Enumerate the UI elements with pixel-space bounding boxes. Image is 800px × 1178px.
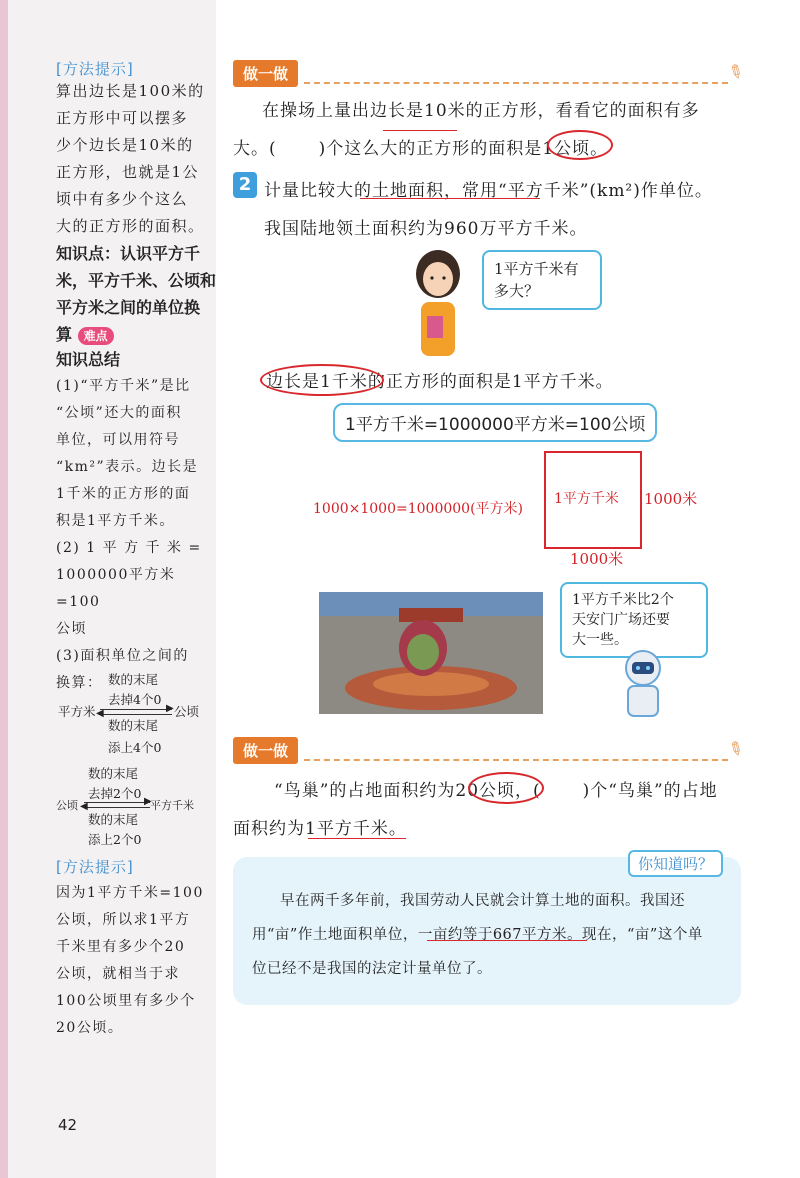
text-fragment: )个这么大的正方形的面积是 xyxy=(318,139,543,159)
text-line: “km²”表示。边长是 xyxy=(56,459,199,475)
conv2-arrow-left xyxy=(84,807,150,808)
bubble-line: 大一些。 xyxy=(572,632,628,648)
text-line: 算 xyxy=(56,325,73,344)
text-line: (3)面积单位之间的 xyxy=(56,648,189,664)
arrow-head-icon: ▶ xyxy=(166,703,174,714)
text-line: 位已经不是我国的法定计量单位了。 xyxy=(252,961,492,977)
text-line: 大的正方形的面积。 xyxy=(56,217,205,235)
text-fragment: 大。( xyxy=(233,139,277,159)
formula-box: 1平方千米=1000000平方米=100公顷 xyxy=(333,403,657,442)
text-line: 正方形中可以摆多 xyxy=(56,109,189,127)
text-line: 换算： xyxy=(56,675,103,691)
text-line: 公顷，就相当于求 xyxy=(56,966,180,982)
wavy-underline xyxy=(360,198,540,199)
task-text: 在操场上量出边长是10米的正方形，看看它的面积有多 xyxy=(262,101,700,121)
text-line: 平方米之间的单位换 xyxy=(56,298,201,317)
conv1-bot1: 数的末尾 xyxy=(108,718,159,733)
text-line: 米，平方千米、公顷和 xyxy=(56,271,217,290)
summary-text xyxy=(56,373,216,697)
conv1-left: 平方米 xyxy=(58,704,96,719)
conv1-right: 公顷 xyxy=(174,704,200,719)
text-line: (2) 1 平 方 千 米 = xyxy=(56,540,202,556)
text-line: 早在两千多年前，我国劳动人民就会计算土地的面积。我国还 xyxy=(280,893,685,909)
summary-title: 知识总结 xyxy=(56,350,121,369)
conv2-arrow-right xyxy=(84,802,150,803)
method-tip-text xyxy=(56,880,216,1042)
conv1-arrow-left xyxy=(100,714,172,715)
conv2-left: 公顷 xyxy=(56,799,78,812)
text-fragment: 的正方形的面积是1平方千米。 xyxy=(367,372,614,392)
bubble-line: 1平方千米有 xyxy=(494,260,579,278)
text-line: 积是1平方千米。 xyxy=(56,513,175,529)
divider xyxy=(304,82,728,84)
text-line: 因为1平方千米=100 xyxy=(56,885,204,901)
side-length-right: 1000米 xyxy=(644,490,698,508)
text-fragment: ，( xyxy=(515,781,541,801)
text-line: 公顷 xyxy=(56,621,87,637)
section-tag: 做一做 xyxy=(233,60,298,87)
bubble-line: 多大？ xyxy=(494,282,540,300)
wavy-underline xyxy=(383,130,457,131)
bubble-line: 1平方千米比2个 xyxy=(572,592,674,608)
highlight-text: 边长是1千米 xyxy=(266,372,368,392)
bubble-line: 天安门广场还要 xyxy=(572,612,670,628)
calculation-text: 1000×1000=1000000(平方米) xyxy=(313,501,523,517)
text-line: 1000000平方米=100 xyxy=(56,567,176,610)
conv2-bot1: 数的末尾 xyxy=(88,812,139,827)
section-number: 2 xyxy=(233,172,257,198)
text-line: 知识点：认识平方千 xyxy=(56,244,201,263)
text-line: 公顷，所以求1平方 xyxy=(56,912,191,928)
did-you-know-text xyxy=(252,884,732,986)
wavy-underline xyxy=(308,838,406,839)
red-circle-mark xyxy=(547,130,613,160)
text-line: 算出边长是100米的 xyxy=(56,82,205,100)
method-tip-title: [方法提示] xyxy=(56,60,134,78)
task-text: 面积约为1平方千米。 xyxy=(233,819,407,839)
conv1-top2: 去掉4个0 xyxy=(108,692,162,707)
conv1-top1: 数的末尾 xyxy=(108,672,159,687)
text-fragment: “鸟巢”的占地面积约为 xyxy=(274,781,456,801)
text-line: (1)“平方千米”是比 xyxy=(56,378,191,394)
method-tip-text xyxy=(56,78,216,240)
text-line: 正方形，也就是1公 xyxy=(56,163,200,181)
task-text: 我国陆地领土面积约为960万平方千米。 xyxy=(264,219,588,239)
speech-bubble xyxy=(482,250,602,310)
text-line: 20公顷。 xyxy=(56,1020,124,1036)
pencil-icon: ✎ xyxy=(723,59,748,86)
sidebar-edge xyxy=(0,0,8,1178)
wavy-underline xyxy=(427,940,587,941)
conv2-right: 平方千米 xyxy=(150,799,194,812)
text-line: 100公顷里有多少个 xyxy=(56,993,196,1009)
knowledge-point xyxy=(56,240,216,348)
text-line: 少个边长是10米的 xyxy=(56,136,194,154)
did-you-know-title: 你知道吗？ xyxy=(628,850,723,877)
text-line: 单位，可以用符号 xyxy=(56,432,180,448)
tiananmen-square-photo xyxy=(319,592,543,714)
highlight-text: 1公顷 xyxy=(542,139,591,159)
text-fragment: 。 xyxy=(590,139,609,159)
method-tip-title: [方法提示] xyxy=(56,858,134,876)
difficulty-badge: 难点 xyxy=(78,327,114,345)
conv2-bot2: 添上2个0 xyxy=(88,832,142,847)
text-line: “公顷”还大的面积 xyxy=(56,405,182,421)
divider xyxy=(304,759,728,761)
task-text: 计量比较大的土地面积，常用“平方千米”(km²)作单位。 xyxy=(264,181,713,201)
page-number: 42 xyxy=(58,1116,78,1134)
text-line: 顷中有多少个这么 xyxy=(56,190,189,208)
conv1-bot2: 添上4个0 xyxy=(108,740,162,755)
text-line: 千米里有多少个20 xyxy=(56,939,186,955)
section-tag: 做一做 xyxy=(233,737,298,764)
conv2-top2: 去掉2个0 xyxy=(88,786,142,801)
girl-illustration xyxy=(405,246,471,356)
text-fragment: )个“鸟巢”的占地 xyxy=(582,781,718,801)
text-line: 1千米的正方形的面 xyxy=(56,486,191,502)
highlight-text: 20公顷 xyxy=(455,781,516,801)
arrow-head-icon: ◀ xyxy=(80,801,88,812)
conv1-arrow-right xyxy=(100,709,172,710)
square-label: 1平方千米 xyxy=(554,491,619,507)
red-circle-mark xyxy=(260,364,384,396)
arrow-head-icon: ▶ xyxy=(144,796,152,807)
arrow-head-icon: ◀ xyxy=(96,708,104,719)
speech-bubble xyxy=(560,582,708,658)
robot-illustration xyxy=(610,648,676,720)
red-circle-mark xyxy=(468,772,544,804)
side-length-bottom: 1000米 xyxy=(570,550,624,568)
conv2-top1: 数的末尾 xyxy=(88,766,139,781)
text-line: 用“亩”作土地面积单位，一亩约等于667平方米。现在，“亩”这个单 xyxy=(252,927,703,943)
pencil-icon: ✎ xyxy=(723,736,748,763)
